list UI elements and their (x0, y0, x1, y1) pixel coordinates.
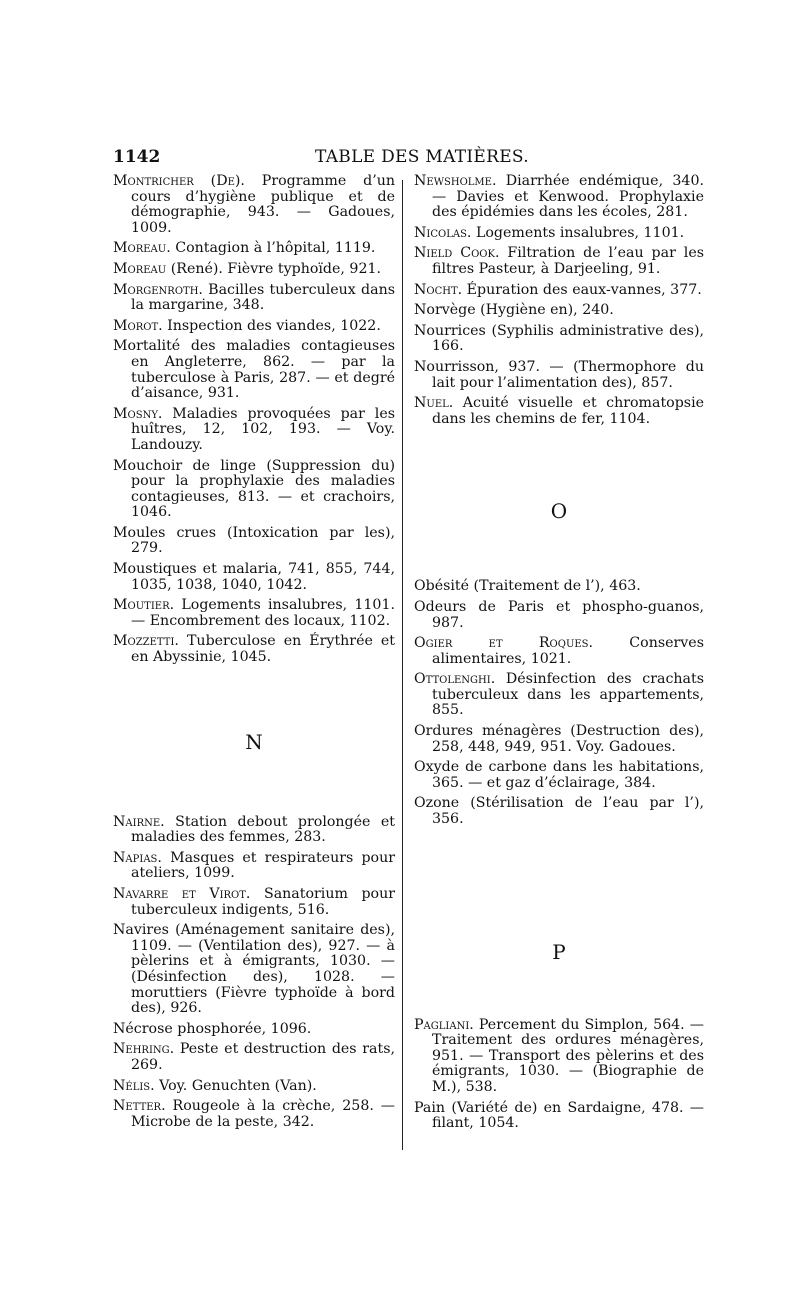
entry-text: Mouchoir de linge (Suppression du) pour la prophylaxie des maladies contagieuses, 813. — et crachoirs, 1046. (113, 457, 395, 521)
entry-text: Ozone (Stérilisation de l’eau par l’), 356. (414, 795, 704, 828)
entry-text: Bacilles tuberculeux dans la margarine, 348. (131, 281, 395, 314)
entry-text: Obésité (Traitement de l’), 463. (414, 578, 641, 595)
entry-author: Mosny. (113, 405, 163, 422)
index-entry (113, 459, 395, 521)
index-entry (414, 303, 704, 319)
entry-author: Nuel. (414, 395, 454, 412)
entry-text: Navires (Aménagement sanitaire des), 1109. — (Ventilation des), 927. — à pèlerins et à émigrants, 1030. — (Désinfection des), 1028. — moruttiers (Fièvre typhoïde à bord des), 926. (113, 922, 395, 1017)
entry-text: Oxyde de carbone dans les habitations, 365. — et gaz d’éclairage, 384. (414, 759, 704, 791)
entry-text: Masques et respirateurs pour ateliers, 1099. (131, 849, 395, 882)
entry-group-o (414, 579, 704, 827)
entry-author: Moreau. (113, 240, 171, 257)
entry-text: Rougeole à la crèche, 258. — Microbe de la peste, 342. (131, 1098, 395, 1130)
index-entry (414, 226, 704, 242)
index-entry (414, 283, 704, 299)
index-entry (113, 339, 395, 401)
index-entry (414, 600, 704, 631)
entry-group-p (414, 1018, 704, 1132)
entry-text: Conserves alimentaires, 1021. (432, 635, 704, 667)
index-entry (113, 262, 395, 278)
index-entry (414, 1018, 704, 1096)
index-entry (113, 598, 395, 629)
entry-text: Filtration de l’eau par les filtres Pasteur, à Darjeeling, 91. (432, 245, 704, 277)
entry-author: Netter. (113, 1098, 166, 1115)
entry-author: Morot. (113, 317, 163, 334)
index-entry (113, 923, 395, 1017)
index-entry (113, 1042, 395, 1073)
index-entry (113, 851, 395, 882)
index-entry (113, 1022, 395, 1038)
entry-text: Nourrices (Syphilis administrative des), 166. (414, 322, 704, 355)
entry-text: Peste et destruction des rats, 269. (131, 1041, 395, 1073)
index-entry (113, 241, 395, 257)
index-entry (414, 174, 704, 221)
entry-author: Nélis. (113, 1077, 155, 1094)
index-entry (414, 760, 704, 791)
index-entry (414, 396, 704, 427)
index-entry (414, 246, 704, 277)
index-entry (113, 815, 395, 846)
right-column (414, 174, 704, 1137)
entry-group-n (113, 815, 395, 1131)
page-header (0, 147, 800, 171)
entry-text: (René). Fièvre typhoïde, 921. (166, 260, 382, 277)
index-entry (113, 562, 395, 593)
entry-text: Nourrisson, 937. — (Thermophore du lait pour l’alimentation des), 857. (414, 358, 704, 391)
entry-author: Moreau (113, 260, 167, 277)
entry-author: Newsholme. (414, 173, 497, 189)
running-title: TABLE DES MATIÈRES. (315, 147, 529, 167)
entry-author: Nield Cook. (414, 245, 500, 262)
entry-text: Maladies provoquées par les huîtres, 12, 102, 193. — Voy. Landouzy. (131, 405, 395, 453)
section-letter-o: O (550, 499, 568, 524)
left-column (113, 174, 395, 1135)
index-entry (414, 1101, 704, 1132)
entry-text: Mortalité des maladies contagieuses en Angleterre, 862. — par la tuberculose à Paris, 287. — et degré d’aisance, 931. (113, 338, 395, 402)
entry-text: Moules crues (Intoxication par les), 279. (113, 524, 395, 557)
entry-author: Mozzetti. (113, 633, 179, 650)
entry-text: Logements insalubres, 1101. — Encombrement des locaux, 1102. (131, 597, 395, 629)
entry-author: Ottolenghi. (414, 671, 496, 688)
index-entry (414, 672, 704, 719)
entry-text: Tuberculose en Érythrée et en Abyssinie, 1045. (131, 633, 395, 666)
index-entry (113, 283, 395, 314)
entry-text: Acuité visuelle et chromatopsie dans les chemins de fer, 1104. (432, 395, 704, 427)
entry-author: Nairne. (113, 813, 165, 830)
entry-author: Ogier et Roques. (414, 635, 594, 652)
index-entry (414, 636, 704, 667)
entry-author: Nocht. (414, 281, 463, 298)
entry-text: Inspection des viandes, 1022. (162, 317, 381, 334)
entry-text: Logements insalubres, 1101. (471, 224, 685, 241)
entry-text: Contagion à l’hôpital, 1119. (170, 240, 376, 257)
entry-author: Montricher (De). (113, 173, 245, 189)
index-entry (113, 1099, 395, 1130)
index-entry (113, 407, 395, 454)
entry-author: Pagliani. (414, 1016, 474, 1033)
entry-text: Ordures ménagères (Destruction des), 258, 448, 949, 951. Voy. Gadoues. (414, 723, 704, 755)
entry-text: Diarrhée endémique, 340. — Davies et Kenwood. Prophylaxie des épidémies dans les écoles, 281. (432, 173, 704, 221)
index-entry (414, 324, 704, 355)
index-entry (113, 526, 395, 557)
entry-author: Moutier. (113, 597, 175, 614)
index-entry (414, 796, 704, 827)
entry-text: Pain (Variété de) en Sardaigne, 478. — filant, 1054. (414, 1099, 704, 1132)
section-letter-p: P (552, 939, 566, 964)
entry-group-n-cont (414, 174, 704, 427)
entry-text: Odeurs de Paris et phospho-guanos, 987. (414, 598, 704, 631)
entry-text: Norvège (Hygiène en), 240. (414, 302, 614, 319)
column-divider (402, 180, 403, 1150)
entry-group-m (113, 174, 395, 666)
entry-author: Napias. (113, 849, 162, 866)
entry-text: Station debout prolongée et maladies des femmes, 283. (131, 813, 395, 846)
index-entry (414, 360, 704, 391)
entry-author: Nehring. (113, 1041, 175, 1058)
entry-text: Moustiques et malaria, 741, 855, 744, 1035, 1038, 1040, 1042. (113, 561, 395, 593)
index-entry (414, 579, 704, 595)
entry-text: Sanatorium pour tuberculeux indigents, 516. (131, 886, 395, 918)
entry-author: Navarre et Virot. (113, 886, 251, 902)
index-entry (113, 174, 395, 236)
index-entry (414, 724, 704, 755)
index-entry (113, 887, 395, 918)
section-letter-n: N (245, 729, 263, 754)
index-entry (113, 634, 395, 665)
entry-text: Voy. Genuchten (Van). (154, 1077, 317, 1094)
page-number: 1142 (113, 147, 161, 167)
entry-author: Morgenroth. (113, 281, 203, 298)
entry-text: Nécrose phosphorée, 1096. (113, 1020, 312, 1037)
entry-text: Désinfection des crachats tuberculeux dans les appartements, 855. (432, 671, 704, 719)
entry-text: Percement du Simplon, 564. — Traitement des ordures ménagères, 951. — Transport des pèlerins et des émigrants, 1030. — (Biographie de M.), 538. (432, 1016, 704, 1095)
index-entry (113, 1079, 395, 1095)
index-entry (113, 319, 395, 335)
entry-author: Nicolas. (414, 224, 472, 241)
entry-text: Épuration des eaux-vannes, 377. (462, 281, 702, 298)
entry-text: Programme d’un cours d’hygiène publique et de démographie, 943. — Gadoues, 1009. (131, 173, 395, 236)
